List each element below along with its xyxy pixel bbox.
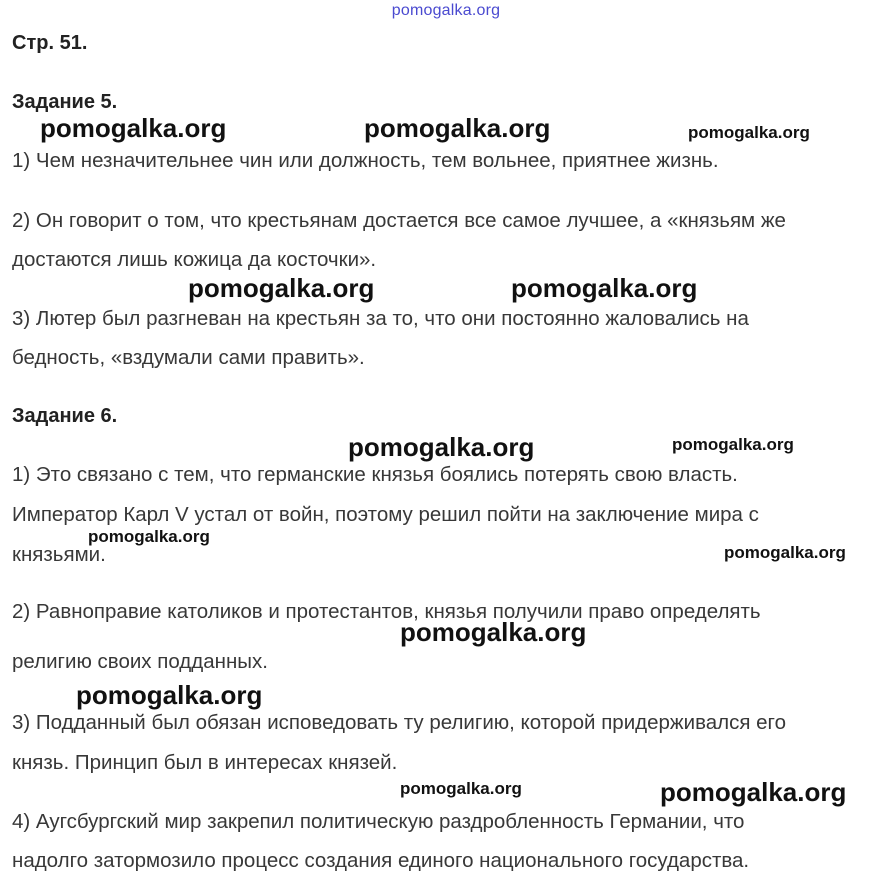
task-5-line-3: достаются лишь кожица да косточки». [12, 248, 377, 271]
watermark: pomogalka.org [400, 617, 587, 647]
watermark: pomogalka.org [724, 543, 846, 562]
watermark: pomogalka.org [76, 680, 263, 710]
watermark: pomogalka.org [660, 777, 847, 807]
task-6-line-5: религию своих подданных. [12, 650, 268, 673]
watermark: pomogalka.org [511, 273, 698, 303]
task-5-line-5: бедность, «вздумали сами править». [12, 346, 365, 369]
task-6-line-2: Император Карл V устал от войн, поэтому решил пойти на заключение мира с [12, 503, 759, 526]
watermark: pomogalka.org [188, 273, 375, 303]
watermark: pomogalka.org [40, 113, 227, 143]
task-5-line-4: 3) Лютер был разгневан на крестьян за то, что они постоянно жаловались на [12, 307, 749, 330]
task-6-line-1: 1) Это связано с тем, что германские князья боялись потерять свою власть. [12, 463, 738, 486]
task-6-line-8: 4) Аугсбургский мир закрепил политическую раздробленность Германии, что [12, 810, 745, 833]
task-6-title: Задание 6. [12, 405, 118, 427]
watermark: pomogalka.org [364, 113, 551, 143]
task-6-line-6: 3) Подданный был обязан исповедовать ту религию, которой придерживался его [12, 711, 786, 734]
task-5-line-2: 2) Он говорит о том, что крестьянам достается все самое лучшее, а «князьям же [12, 209, 786, 232]
task-6-line-7: князь. Принцип был в интересах князей. [12, 751, 398, 774]
watermark: pomogalka.org [400, 779, 522, 798]
task-5-line-1: 1) Чем незначительнее чин или должность, тем вольнее, приятнее жизнь. [12, 149, 719, 172]
task-5-title: Задание 5. [12, 91, 118, 113]
watermark: pomogalka.org [688, 123, 810, 142]
site-header: pomogalka.org [391, 2, 501, 19]
task-6-line-4: 2) Равноправие католиков и протестантов, князья получили право определять [12, 600, 761, 623]
watermark: pomogalka.org [672, 435, 794, 454]
task-6-line-9: надолго затормозило процесс создания единого национального государства. [12, 849, 750, 872]
watermark: pomogalka.org [88, 527, 210, 546]
watermark: pomogalka.org [348, 432, 535, 462]
page-number: Стр. 51. [12, 32, 88, 54]
task-6-line-3: князьями. [12, 543, 106, 566]
